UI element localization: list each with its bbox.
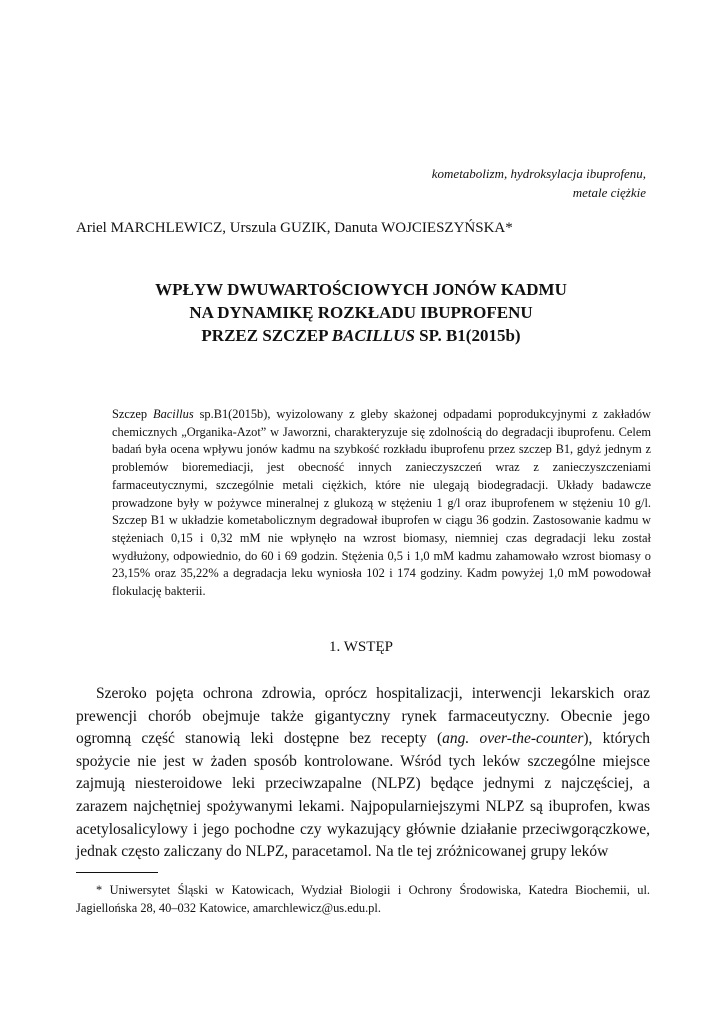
abstract-paragraph [112,406,651,601]
body-paragraph [76,683,650,864]
title-line-1: WPŁYW DWUWARTOŚCIOWYCH JONÓW KADMU [155,280,567,299]
body-text [76,683,650,864]
body-part-1: Szeroko pojęta ochrona zdrowia, oprócz hospitalizacji, interwencji lekarskich oraz prewencji chorób obejmuje także gigantyczny rynek farmaceutyczny. Obecnie jego ogromną część stanowią leki dostępne bez recepty ( [76,685,650,748]
body-italic-term: ang. over-the-counter [442,730,584,748]
abstract-text: sp.B1(2015b), wyizolowany z gleby skażonej odpadami poprodukcyjnymi z zakładów chemicznych „Organika-Azot” w Jaworzni, charakteryzuje się zdolnością do degradacji ibuprofenu. Celem badań była ocena wpływu jonów kadmu na szybkość rozkładu ibuprofenu przez szczep B1, gdyż jednym z problemów bioremediacji, jest obecność innych zanieczyszczeń wraz z zanieczyszczeniami farmaceutycznymi, szczególnie metali ciężkich, które nie ulegają biodegradacji. Układy badawcze prowadzone były w pożywce mineralnej z glukozą w stężeniu 1 g/l oraz ibuprofenem w stężeniu 10 g/l. Szczep B1 w układzie kometabolicznym degradował ibuprofen w ciągu 36 godzin. Zastosowanie kadmu w stężeniach 0,15 i 0,32 mM nie wpłynęło na wzrost biomasy, niemniej czas degradacji leku został wydłużony, odpowiednio, do 60 i 69 godzin. Stężenia 0,5 i 1,0 mM kadmu zahamowało wzrost biomasy o 23,15% oraz 35,22% a degradacja leku wyniosła 102 i 174 godziny. Kadm powyżej 1,0 mM powodował flokulację bakterii. [112,407,652,599]
keywords [432,164,646,202]
title-genus: BACILLUS [331,326,415,345]
keywords-line-1: kometabolizm, hydroksylacja ibuprofenu, [431,166,646,181]
body-part-2: ), których spożycie nie jest w żaden sposób kontrolowane. Wśród tych leków szczególne miejsce zajmują niesteroidowe leki przeciwzapalne (NLPZ) będące jednymi z najczęściej, a zarazem najchętniej spożywanymi lekami. Najpopularniejszymi NLPZ są ibuprofen, kwas acetylosalicylowy i jego pochodne czy wykazujący głównie działanie przeciwgorączkowe, jednak często zaliczany do NLPZ, paracetamol. Na tle tej zróżnicowanej grupy leków [76,730,650,861]
keywords-line-2: metale ciężkie [572,185,646,200]
title-line-3 [76,324,646,347]
title-line-3-suffix: SP. B1(2015b) [414,326,521,345]
paper-title [76,278,646,347]
abstract-genus: Bacillus [153,407,194,421]
authors: Ariel MARCHLEWICZ, Urszula GUZIK, Danuta WOJCIESZYŃSKA* [76,220,513,236]
title-line-2: NA DYNAMIKĘ ROZKŁADU IBUPROFENU [189,303,533,322]
title-line-3-prefix: PRZEZ SZCZEP [201,326,332,345]
section-heading: 1. WSTĘP [329,639,393,655]
footnote-text: * Uniwersytet Śląski w Katowicach, Wydział Biologii i Ochrony Środowiska, Katedra Biochemii, ul. Jagiellońska 28, 40–032 Katowice, amarchlewicz@us.edu.pl. [76,883,650,915]
abstract [112,406,651,601]
abstract-prefix: Szczep [112,407,154,421]
footnote [76,881,650,917]
footnote-rule [76,872,158,873]
